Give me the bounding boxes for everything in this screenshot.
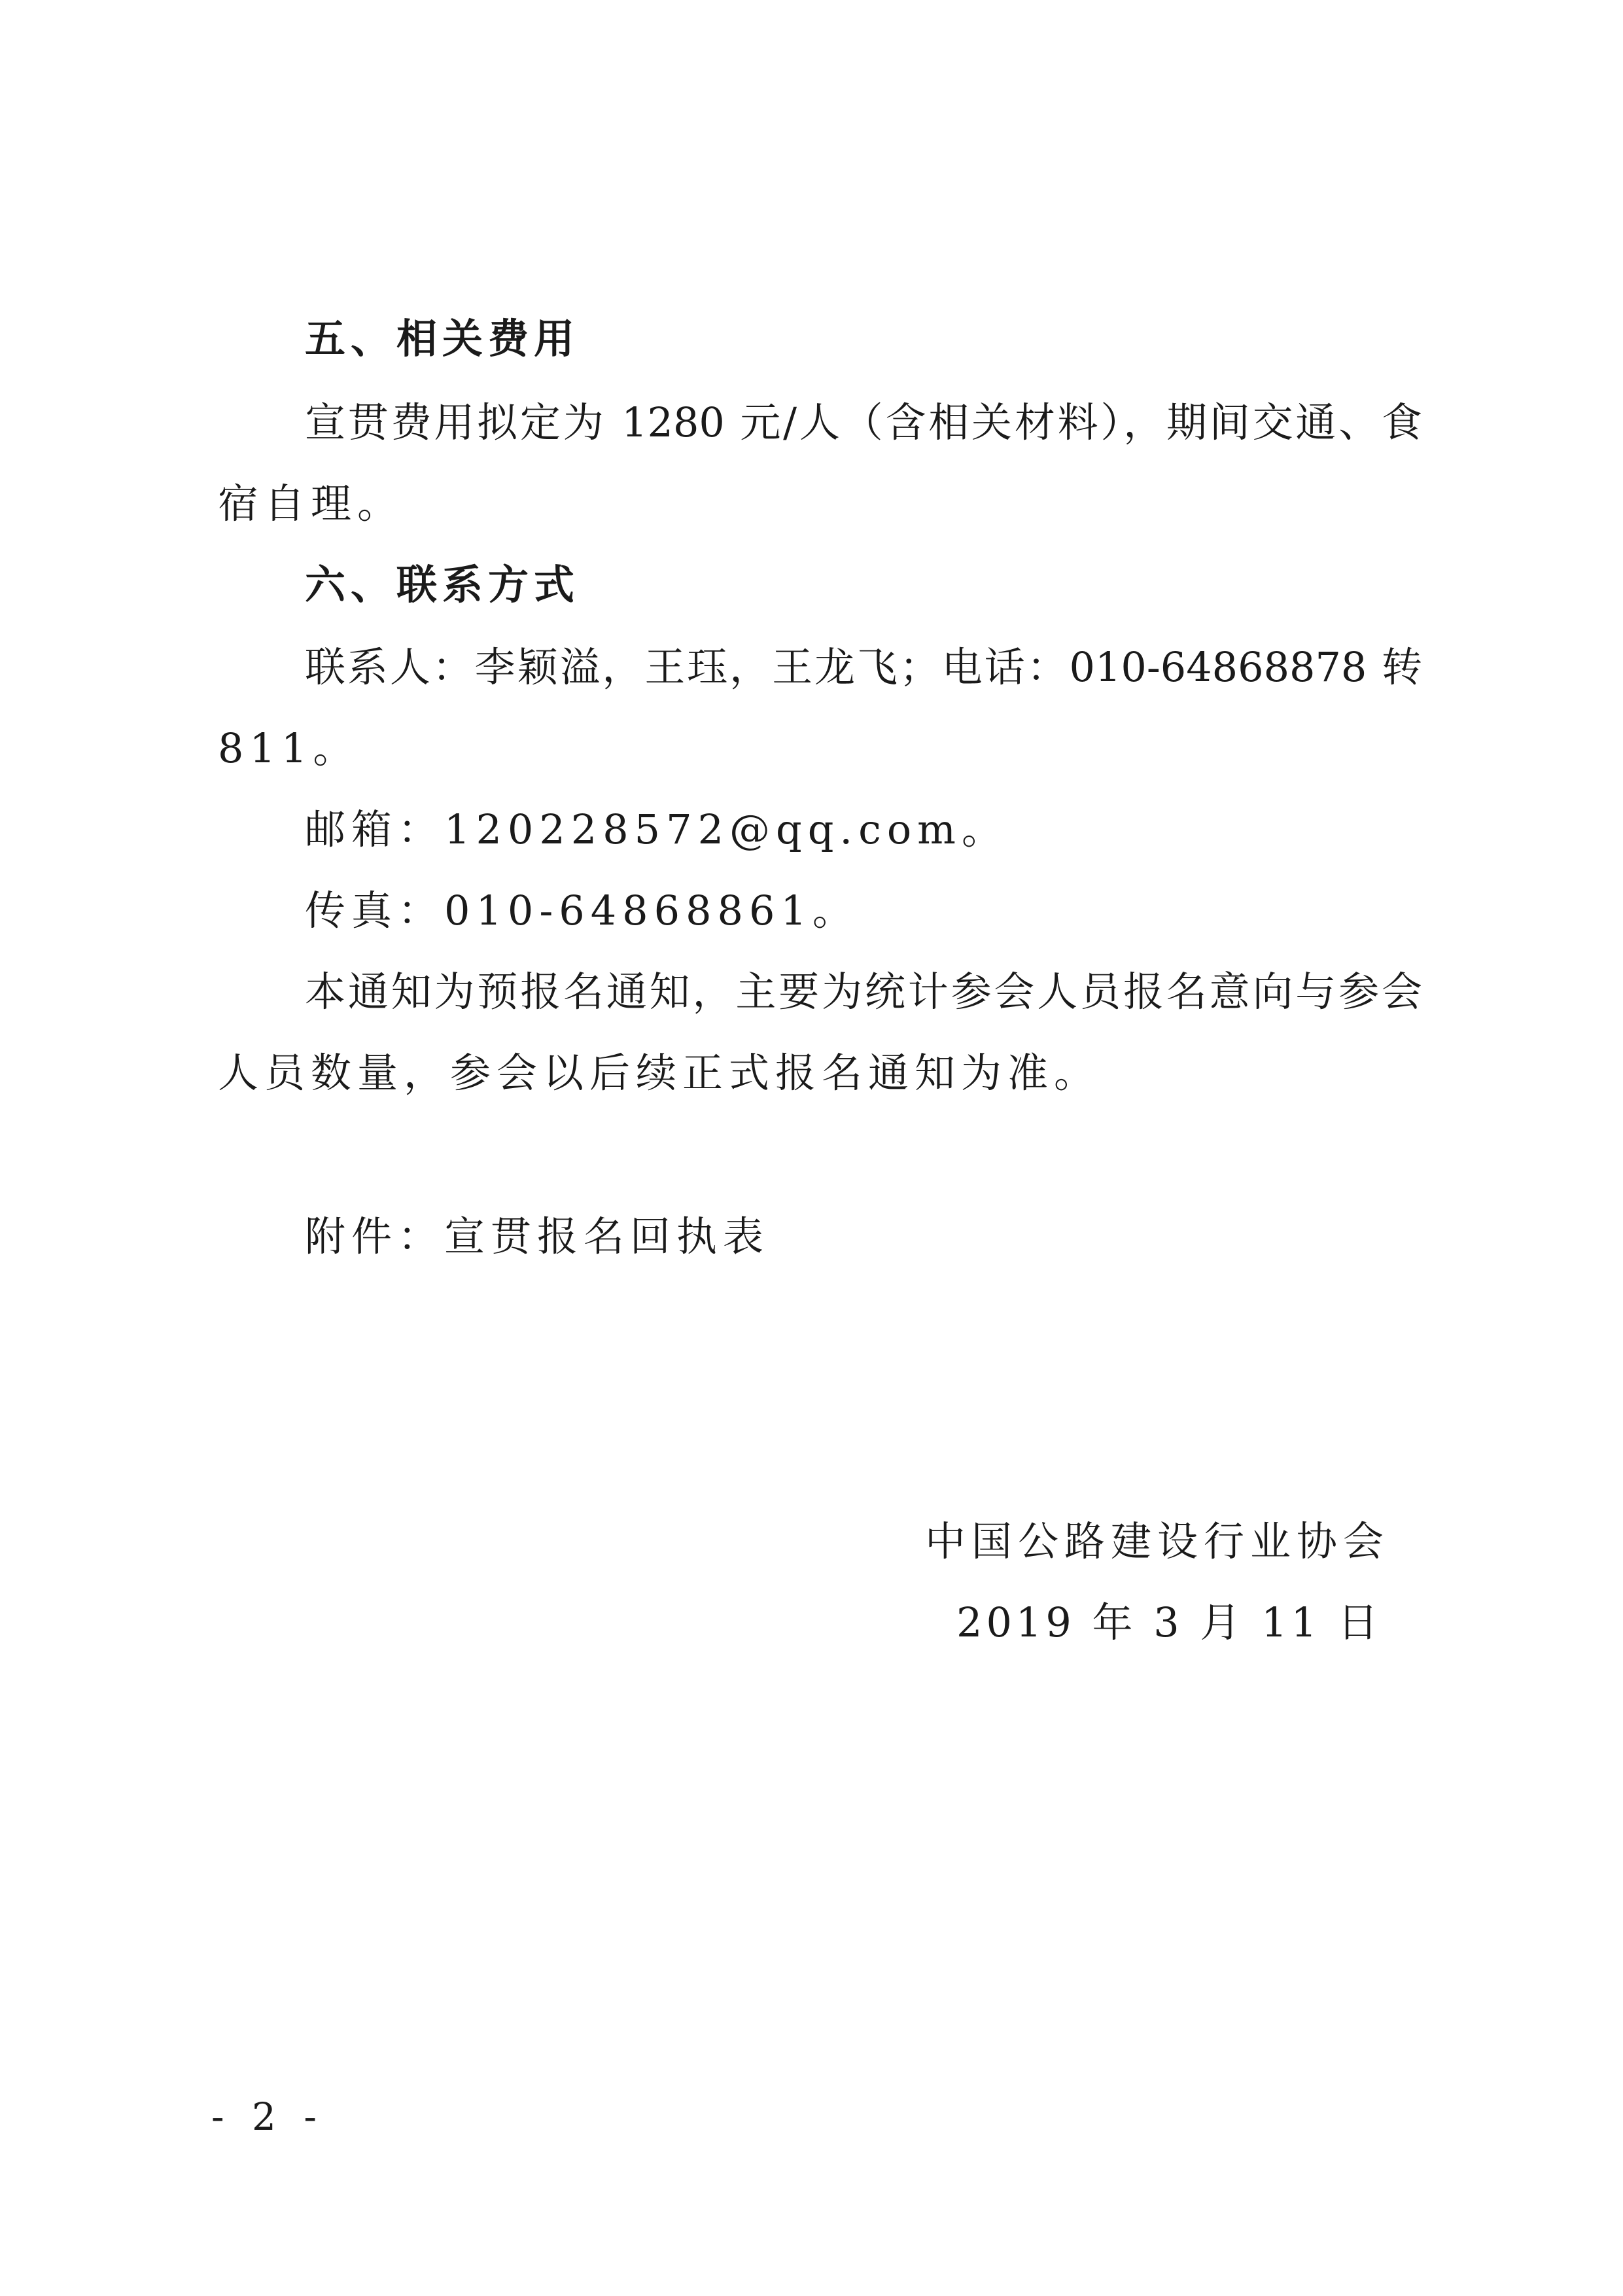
notice-text-line-1: 本通知为预报名通知，主要为统计参会人员报名意向与参会: [305, 968, 1422, 1016]
signature-date: 2019 年 3 月 11 日: [956, 1598, 1382, 1646]
fee-text-line-1: 宣贯费用拟定为 1280 元/人（含相关材料），期间交通、食: [305, 398, 1422, 446]
notice-text-line-2: 人员数量，参会以后续正式报名通知为准。: [218, 1049, 1101, 1097]
page-number: - 2 -: [211, 2094, 324, 2139]
fee-text-line-2: 宿自理。: [218, 480, 404, 527]
signature-organization: 中国公路建设行业协会: [925, 1517, 1390, 1565]
section-heading-contact: 六、联系方式: [305, 561, 580, 609]
section-heading-fees: 五、相关费用: [305, 315, 580, 362]
email-line: 邮箱：120228572@qq.com。: [305, 805, 1008, 853]
attachment-line: 附件：宣贯报名回执表: [305, 1212, 770, 1260]
contact-text-line-1: 联系人：李颖溢，王珏，王龙飞；电话：010-64868878 转: [305, 643, 1422, 691]
contact-text-line-2: 811。: [218, 724, 360, 772]
fax-line: 传真：010-64868861。: [305, 887, 859, 934]
